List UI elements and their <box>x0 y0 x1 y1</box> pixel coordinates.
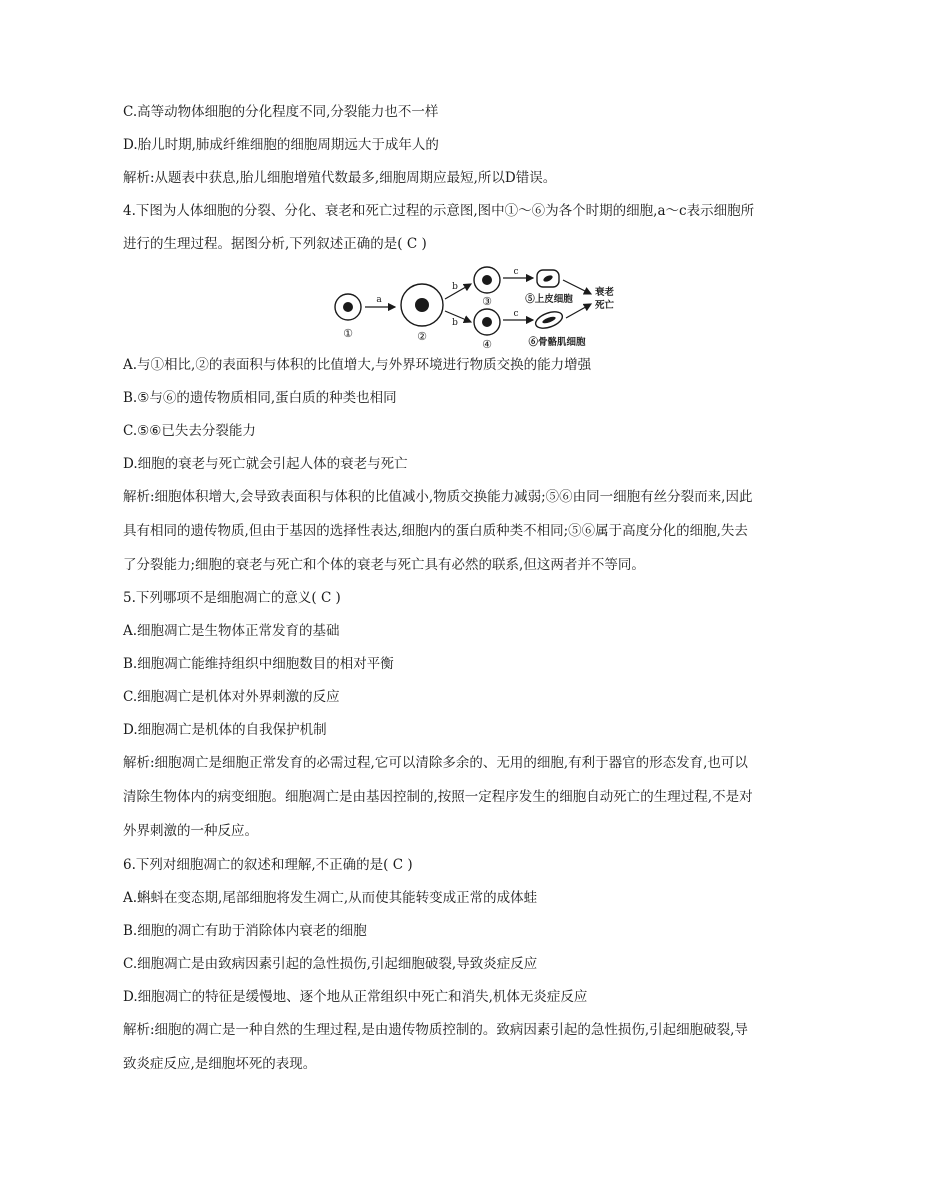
arrow-a-label: a <box>376 295 382 305</box>
cell-5-label: ⑤上皮细胞 <box>525 294 573 305</box>
cell-6-label: ⑥骨骼肌细胞 <box>528 337 586 348</box>
end-label-aging: 衰老 <box>595 287 615 298</box>
analysis-5-line-1: 解析:细胞凋亡是细胞正常发育的必需过程,它可以清除多余的、无用的细胞,有利于器官的形态发育,也可以 <box>123 755 748 771</box>
option-4a: A.与①相比,②的表面积与体积的比值增大,与外界环境进行物质交换的能力增强 <box>123 357 592 373</box>
cell-3 <box>474 267 500 293</box>
option-4d: D.细胞的衰老与死亡就会引起人体的衰老与死亡 <box>123 456 408 472</box>
cell-1-label: ① <box>343 327 353 340</box>
arrow-b-lower-label: b <box>452 318 458 328</box>
analysis-4-line-1: 解析:细胞体积增大,会导致表面积与体积的比值减小,物质交换能力减弱;⑤⑥由同一细胞有丝分裂而来,因此 <box>123 489 753 505</box>
arrow-c-upper-label: c <box>513 267 519 277</box>
analysis-5-line-2: 清除生物体内的病变细胞。细胞凋亡是由基因控制的,按照一定程序发生的细胞自动死亡的生理过程,不是对 <box>123 789 753 805</box>
cell-2 <box>401 284 443 326</box>
option-6d: D.细胞凋亡的特征是缓慢地、逐个地从正常组织中死亡和消失,机体无炎症反应 <box>123 989 588 1005</box>
cell-2-label: ② <box>417 330 427 343</box>
cell-4 <box>474 309 500 335</box>
analysis-5-line-3: 外界刺激的一种反应。 <box>123 823 258 839</box>
option-6a: A.蝌蚪在变态期,尾部细胞将发生凋亡,从而使其能转变成正常的成体蛙 <box>123 890 538 906</box>
question-5: 5.下列哪项不是细胞凋亡的意义( C ) <box>123 590 341 606</box>
option-4b: B.⑤与⑥的遗传物质相同,蛋白质的种类也相同 <box>123 390 397 406</box>
option-6b: B.细胞的凋亡有助于消除体内衰老的细胞 <box>123 923 367 939</box>
analysis-4-line-2: 具有相同的遗传物质,但由于基因的选择性表达,细胞内的蛋白质种类不相同;⑤⑥属于高度分化的细胞,失去 <box>123 523 748 539</box>
option-5b: B.细胞凋亡能维持组织中细胞数目的相对平衡 <box>123 656 394 672</box>
question-4-line-1: 4.下图为人体细胞的分裂、分化、衰老和死亡过程的示意图,图中①～⑥为各个时期的细胞,a～c表示细胞所 <box>123 203 755 219</box>
arrow-b-upper-label: b <box>452 282 458 292</box>
option-4c: C.⑤⑥已失去分裂能力 <box>123 423 256 439</box>
analysis-4-line-3: 了分裂能力;细胞的衰老与死亡和个体的衰老与死亡具有必然的联系,但这两者并不等同。 <box>123 557 645 573</box>
cell-6-muscle <box>533 309 564 332</box>
analysis-3: 解析:从题表中获息,胎儿细胞增殖代数最多,细胞周期应最短,所以D错误。 <box>123 170 557 186</box>
question-6: 6.下列对细胞凋亡的叙述和理解,不正确的是( C ) <box>123 857 413 873</box>
end-label-death: 死亡 <box>595 300 615 311</box>
analysis-6-line-2: 致炎症反应,是细胞坏死的表现。 <box>123 1056 317 1072</box>
option-3d: D.胎儿时期,肺成纤维细胞的细胞周期远大于成年人的 <box>123 137 439 153</box>
analysis-6-line-1: 解析:细胞的凋亡是一种自然的生理过程,是由遗传物质控制的。致病因素引起的急性损伤,引起细胞破裂,导 <box>123 1022 748 1038</box>
option-3c: C.高等动物体细胞的分化程度不同,分裂能力也不一样 <box>123 104 439 120</box>
option-6c: C.细胞凋亡是由致病因素引起的急性损伤,引起细胞破裂,导致炎症反应 <box>123 956 538 972</box>
option-5d: D.细胞凋亡是机体的自我保护机制 <box>123 722 327 738</box>
cell-4-label: ④ <box>482 338 492 350</box>
option-5a: A.细胞凋亡是生物体正常发育的基础 <box>123 623 340 639</box>
cell-1 <box>335 294 361 320</box>
question-4-line-2: 进行的生理过程。据图分析,下列叙述正确的是( C ) <box>123 236 427 252</box>
arrow-c-lower-label: c <box>513 309 519 319</box>
option-5c: C.细胞凋亡是机体对外界刺激的反应 <box>123 689 340 705</box>
cell-process-diagram <box>325 262 625 350</box>
cell-3-label: ③ <box>482 295 492 308</box>
cell-5-epithelial <box>537 270 559 287</box>
